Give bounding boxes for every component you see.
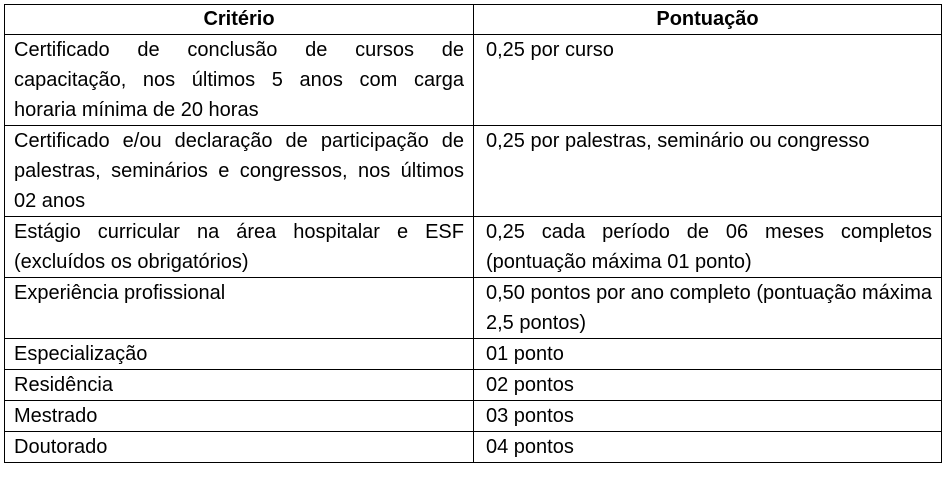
pontuacao-cell: 03 pontos [474,401,942,432]
pontuacao-cell: 02 pontos [474,370,942,401]
table-row [5,432,942,463]
pontuacao-cell: 0,25 por palestras, seminário ou congresso [474,126,942,217]
table-row [5,126,942,217]
table-row [5,278,942,339]
table-row [5,217,942,278]
table-row [5,35,942,126]
table-body [5,35,942,463]
table-row [5,401,942,432]
pontuacao-cell: 01 ponto [474,339,942,370]
table-row [5,339,942,370]
criterio-cell: Certificado e/ou declaração de participação de palestras, seminários e congressos, nos últimos 02 anos [5,126,474,217]
criterio-cell: Doutorado [5,432,474,463]
pontuacao-cell: 0,25 por curso [474,35,942,126]
header-pontuacao: Pontuação [474,5,942,35]
pontuacao-cell: 0,25 cada período de 06 meses completos (pontuação máxima 01 ponto) [474,217,942,278]
table-header [5,5,942,35]
table-row [5,370,942,401]
header-row [5,5,942,35]
criterio-cell: Especialização [5,339,474,370]
criterio-cell: Experiência profissional [5,278,474,339]
criterio-cell: Estágio curricular na área hospitalar e ESF (excluídos os obrigatórios) [5,217,474,278]
criterio-cell: Certificado de conclusão de cursos de capacitação, nos últimos 5 anos com carga horaria mínima de 20 horas [5,35,474,126]
criterio-cell: Residência [5,370,474,401]
criterio-cell: Mestrado [5,401,474,432]
pontuacao-cell: 04 pontos [474,432,942,463]
criteria-score-table [4,4,942,463]
pontuacao-cell: 0,50 pontos por ano completo (pontuação máxima 2,5 pontos) [474,278,942,339]
header-criterio: Critério [5,5,474,35]
